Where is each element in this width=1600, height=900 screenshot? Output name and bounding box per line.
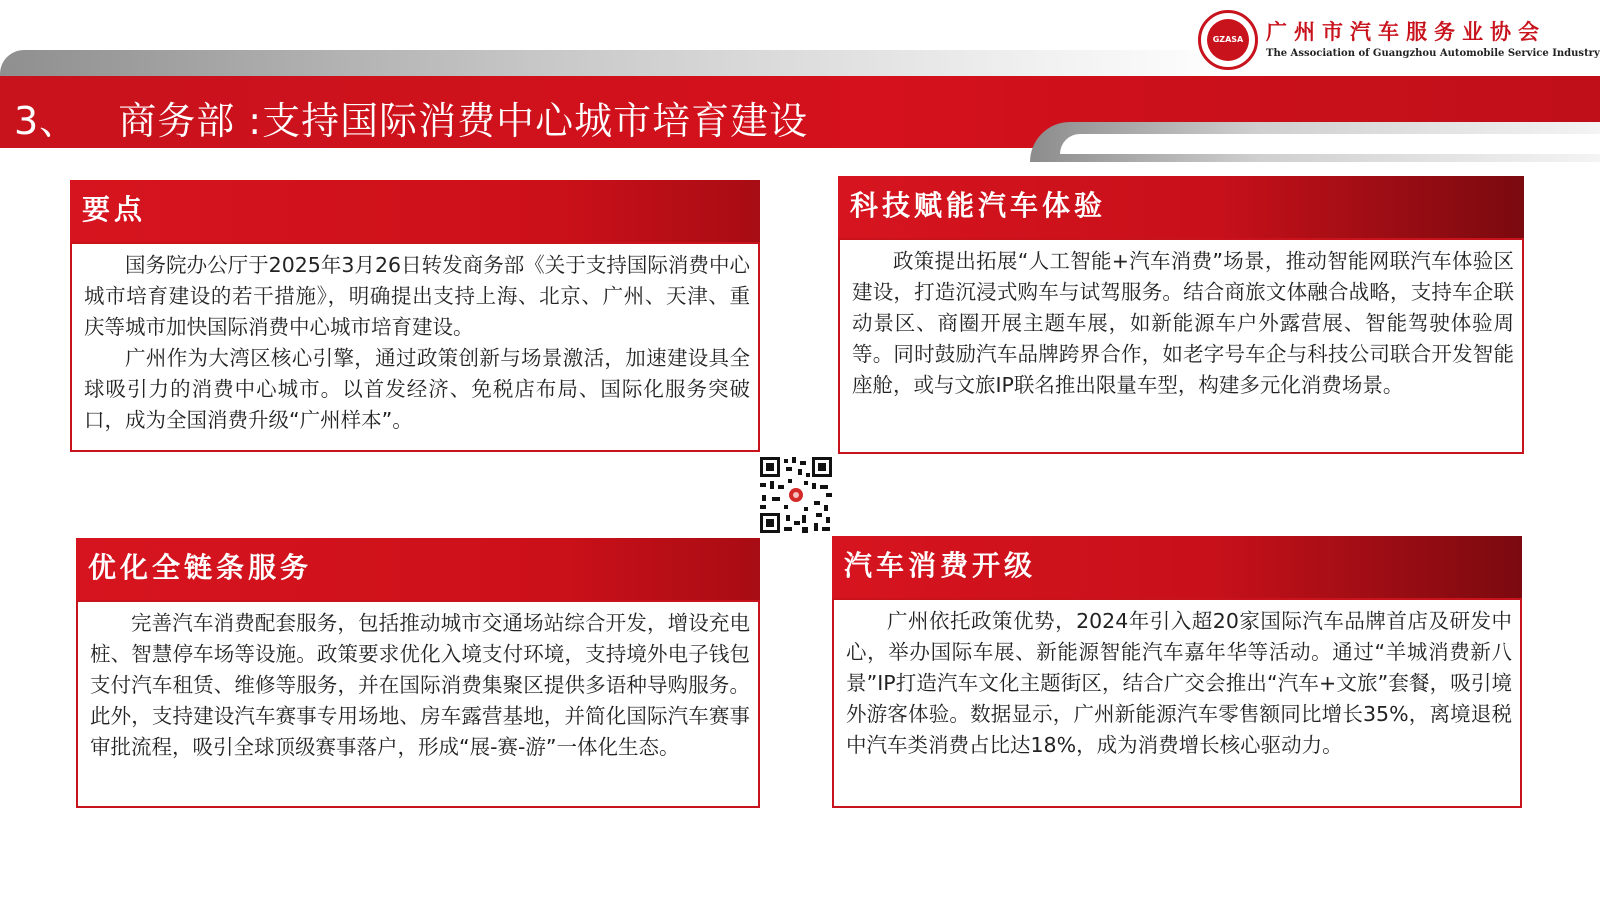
card-title: 科技赋能汽车体验 [838, 176, 1524, 238]
paragraph: 广州作为大湾区核心引擎，通过政策创新与场景激活，加速建设具全球吸引力的消费中心城市。以首发经济、免税店布局、国际化服务突破口，成为全国消费升级“广州样本”。 [84, 346, 750, 432]
logo-name-cn: 广州市汽车服务业协会 [1266, 20, 1546, 44]
card-body [76, 600, 760, 808]
card-title: 汽车消费开级 [832, 536, 1522, 598]
association-logo [1198, 8, 1598, 74]
logo-name-en: The Association of Guangzhou Automobile Service Industry [1266, 48, 1600, 59]
header-gray-stripe [0, 50, 1240, 78]
card-body [832, 598, 1522, 808]
card-tech-experience [838, 176, 1524, 454]
section-title: 商务部 :支持国际消费中心城市培育建设 [118, 99, 809, 143]
card-title: 要点 [70, 180, 760, 242]
paragraph: 广州依托政策优势，2024年引入超20家国际汽车品牌首店及研发中心，举办国际车展、新能源智能汽车嘉年华等活动。通过“羊城消费新八景”IP打造汽车文化主题街区，结合广交会推出“汽车+文旅”套餐，吸引境外游客体验。数据显示，广州新能源汽车零售额同比增长35%，离境退税中汽车类消费占比达18%，成为消费增长核心驱动力。 [846, 609, 1512, 757]
qr-code-graphic [758, 455, 834, 535]
card-full-chain-service [76, 538, 760, 808]
section-number: 3、 [14, 99, 79, 143]
qr-code-icon [758, 455, 834, 535]
paragraph: 完善汽车消费配套服务，包括推动城市交通场站综合开发，增设充电桩、智慧停车场等设施。政策要求优化入境支付环境，支持境外电子钱包支付汽车租赁、维修等服务，并在国际消费集聚区提供多语种导购服务。此外，支持建设汽车赛事专用场地、房车露营基地，并简化国际汽车赛事审批流程，吸引全球顶级赛事落户，形成“展-赛-游”一体化生态。 [90, 611, 750, 759]
paragraph: 国务院办公厅于2025年3月26日转发商务部《关于支持国际消费中心城市培育建设的若干措施》，明确提出支持上海、北京、广州、天津、重庆等城市加快国际消费中心城市培育建设。 [84, 253, 750, 339]
card-title: 优化全链条服务 [76, 538, 760, 600]
card-body [70, 242, 760, 452]
paragraph: 政策提出拓展“人工智能+汽车消费”场景，推动智能网联汽车体验区建设，打造沉浸式购车与试驾服务。结合商旅文体融合战略，支持车企联动景区、商圈开展主题车展，如新能源车户外露营展、智能驾驶体验周等。同时鼓励汽车品牌跨界合作，如老字号车企与科技公司联合开发智能座舱，或与文旅IP联名推出限量车型，构建多元化消费场景。 [852, 249, 1514, 397]
card-body [838, 238, 1524, 454]
title-band-curve-inner [1060, 134, 1600, 154]
card-key-points [70, 180, 760, 452]
page-title [14, 90, 808, 145]
seal-icon [1198, 10, 1258, 70]
card-consumption-upgrade [832, 536, 1522, 808]
seal-text: GZASA [1207, 19, 1249, 61]
